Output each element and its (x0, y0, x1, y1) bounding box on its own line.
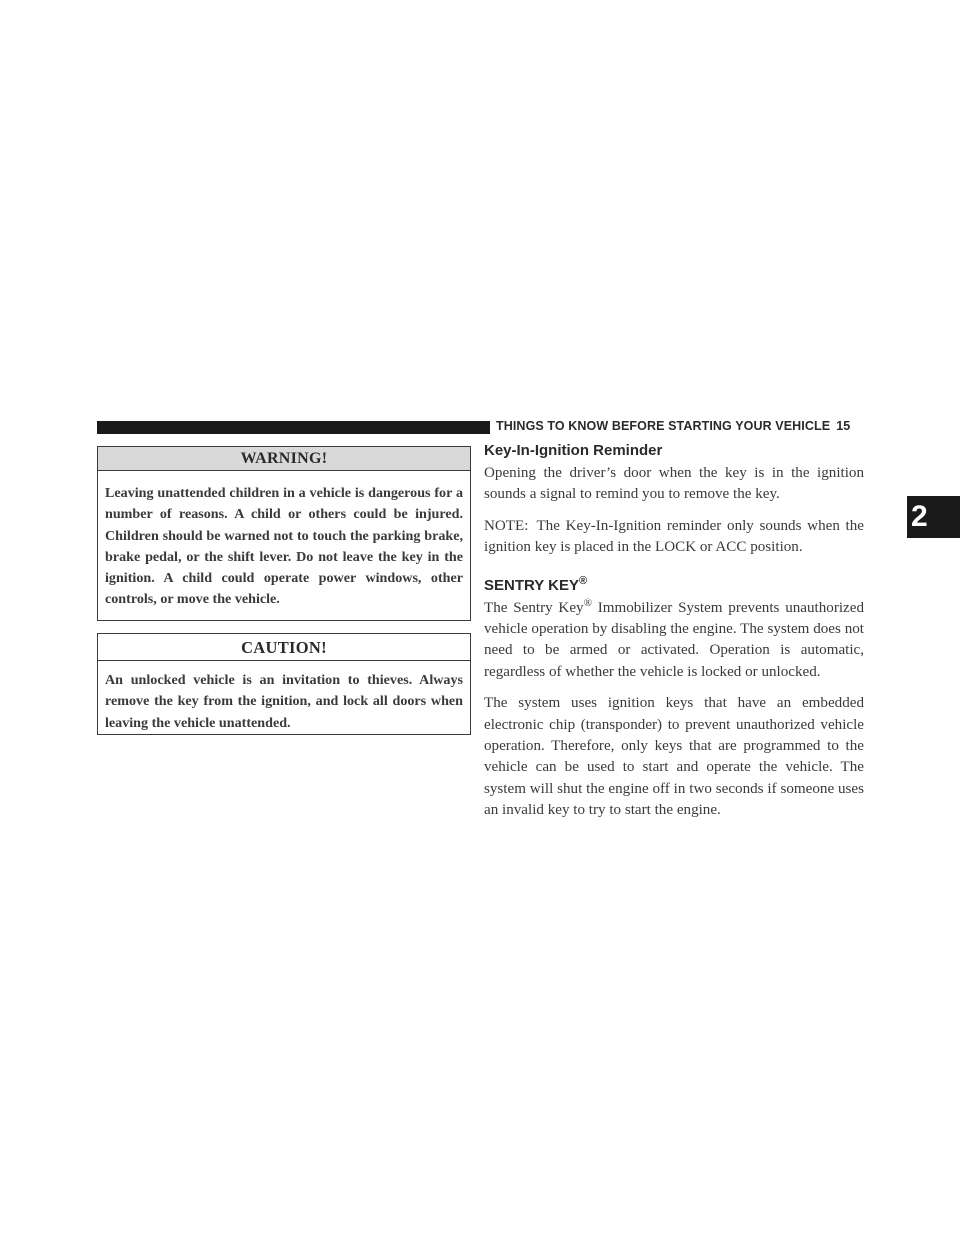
running-head (496, 419, 850, 435)
warning-box (97, 446, 471, 621)
sentry-key-paragraph-1 (484, 598, 864, 684)
header-rule (97, 421, 490, 434)
right-column (484, 442, 864, 822)
note-label: NOTE: (484, 517, 529, 534)
caution-title: CAUTION! (98, 634, 470, 661)
warning-title: WARNING! (98, 447, 470, 471)
sentry-key-paragraph-2: The system uses ignition keys that have an embedded electronic chip (transponder) to prevent unauthorized vehicle operation. Therefore, only keys that are programmed to the vehicle can be used to start and operate the vehicle. The system will shut the engine off in two seconds if someone uses an invalid key to try to start the engine. (484, 695, 864, 819)
registered-mark-inline: ® (583, 596, 592, 609)
caution-body: An unlocked vehicle is an invitation to thieves. Always remove the key from the ignition, and lock all doors when leaving the vehicle unattended. (105, 672, 463, 731)
sentry-key-paragraph-1-rest: Immobilizer System prevents unauthorized vehicle operation by disabling the engine. The system does not need to be armed or activated. Operation is automatic, regardless of whether the vehicle is locked or unlocked. (484, 599, 864, 680)
caution-box (97, 633, 471, 735)
sentry-key-paragraph-1-lead: The Sentry Key (484, 599, 584, 616)
key-in-ignition-heading: Key-In-Ignition Reminder (484, 442, 663, 459)
note-text: The Key-In-Ignition reminder only sounds when the ignition key is placed in the LOCK or ACC position. (484, 517, 864, 556)
key-in-ignition-note (484, 516, 864, 559)
sentry-key-heading (484, 574, 864, 595)
key-in-ignition-paragraph: Opening the driver’s door when the key is in the ignition sounds a signal to remind you to remove the key. (484, 465, 864, 503)
warning-body: Leaving unattended children in a vehicle is dangerous for a number of reasons. A child or others could be injured. Children should be warned not to touch the parking brake, brake pedal, or the shift lever. Do not leave the key in the ignition. A child could operate power windows, other controls, or move the vehicle. (105, 485, 463, 608)
sentry-key-heading-text: SENTRY KEY (484, 576, 580, 594)
registered-mark: ® (579, 574, 588, 587)
chapter-tab: 2 (907, 496, 960, 538)
page-number: 15 (836, 419, 851, 433)
running-title: THINGS TO KNOW BEFORE STARTING YOUR VEHICLE (496, 419, 831, 433)
